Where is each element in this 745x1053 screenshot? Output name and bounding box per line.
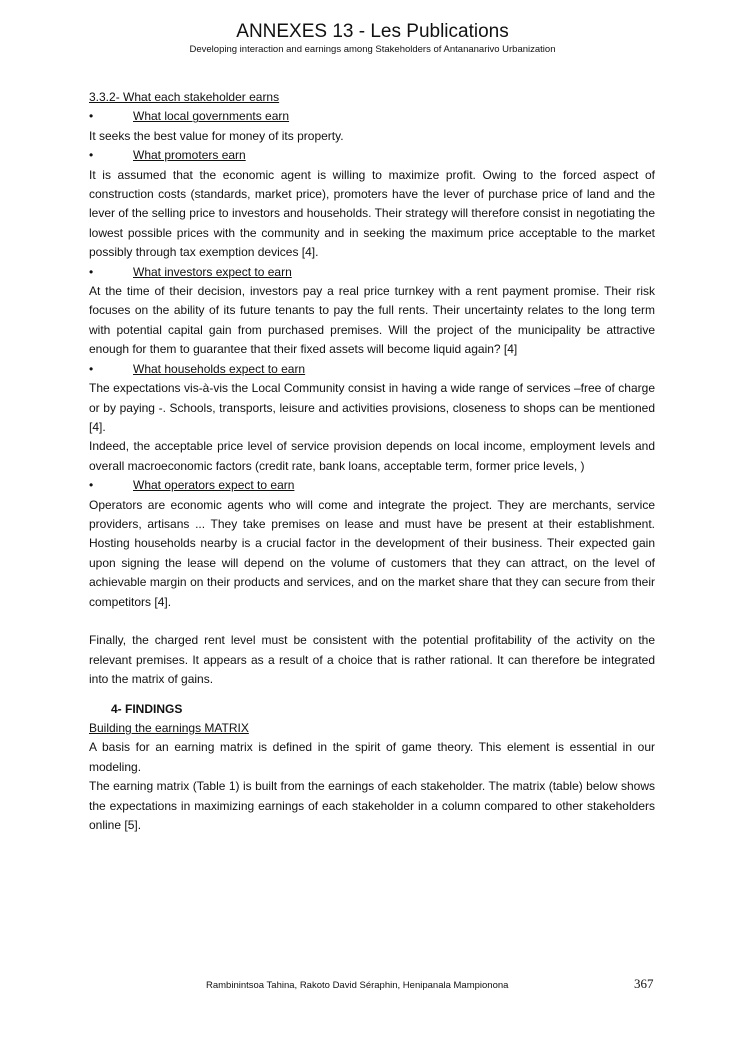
bullet-label: What operators expect to earn	[133, 478, 295, 493]
paragraph: It is assumed that the economic agent is willing to maximize profit. Owing to the forced aspect of construction costs (standards, market price), promoters have the lever of purchase price of land and the lever of the selling price to investors and households. Their strategy will therefore consist in negotiating the lowest possible prices with the community and in seeking the maximum price acceptable to the market possibly through tax exemption devices [4].	[89, 167, 655, 260]
bullet-label: What investors expect to earn	[133, 264, 292, 279]
paragraph: It seeks the best value for money of its property.	[89, 128, 344, 143]
bullet-local-governments	[89, 107, 655, 126]
spacer	[89, 612, 655, 631]
bullet-marker: •	[89, 478, 94, 493]
header-title: ANNEXES 13 - Les Publications	[236, 21, 509, 42]
bullet-marker: •	[89, 148, 94, 163]
bullet-households	[89, 360, 655, 379]
section-heading: 3.3.2- What each stakeholder earns	[89, 90, 280, 104]
paragraph: At the time of their decision, investors pay a real price turnkey with a rent payment promise. Their risk focuses on the ability of its future tenants to pay the full rents. Their uncertainty relates to the long term with potential capital gain from purchased premises. Will the project of the municipality be attractive enough for them to guarantee that their fixed assets will become liquid again? [4]	[89, 284, 655, 357]
bullet-marker: •	[89, 264, 94, 279]
closing-paragraph: Finally, the charged rent level must be consistent with the potential profitability of the activity on the relevant premises. It appears as a result of a choice that is rather rational. It can therefore be integrated into the matrix of gains.	[89, 633, 655, 687]
paragraph: Operators are economic agents who will come and integrate the project. They are merchants, service providers, artisans ... They take premises on lease and must have be present at their establishment. Hosting households nearby is a crucial factor in the development of their business. Their expected gain upon signing the lease will depend on the volume of customers that they can attract, on the level of achievable margin on their products and services, and on the market share that they can secure from their competitors [4].	[89, 497, 655, 609]
bullet-investors	[89, 263, 655, 282]
bullet-marker: •	[89, 109, 94, 124]
footer-authors: Rambinintsoa Tahina, Rakoto David Séraphin, Henipanala Mampionona	[206, 980, 509, 991]
paragraph: A basis for an earning matrix is defined in the spirit of game theory. This element is essential in our modeling.	[89, 740, 655, 774]
page-number: 367	[634, 976, 654, 991]
paragraph: Indeed, the acceptable price level of service provision depends on local income, employment levels and overall macroeconomic factors (credit rate, bank loans, acceptable term, former price levels, )	[89, 439, 655, 473]
document-body	[89, 88, 655, 835]
bullet-label: What local governments earn	[133, 109, 290, 124]
bullet-promoters	[89, 146, 655, 165]
findings-subheading: Building the earnings MATRIX	[89, 720, 249, 735]
bullet-label: What households expect to earn	[133, 361, 306, 376]
paragraph: The earning matrix (Table 1) is built from the earnings of each stakeholder. The matrix (table) below shows the expectations in maximizing earnings of each stakeholder in a column compared to other stakeholders online [5].	[89, 779, 655, 833]
header-subtitle: Developing interaction and earnings among Stakeholders of Antananarivo Urbanization	[189, 44, 556, 55]
paragraph: The expectations vis-à-vis the Local Community consist in having a wide range of services –free of charge or by paying -. Schools, transports, leisure and activities provisions, closeness to shops can be mentioned [4].	[89, 381, 655, 434]
bullet-marker: •	[89, 361, 94, 376]
bullet-label: What promoters earn	[133, 148, 246, 163]
bullet-operators	[89, 476, 655, 495]
findings-heading: 4- FINDINGS	[111, 701, 183, 716]
